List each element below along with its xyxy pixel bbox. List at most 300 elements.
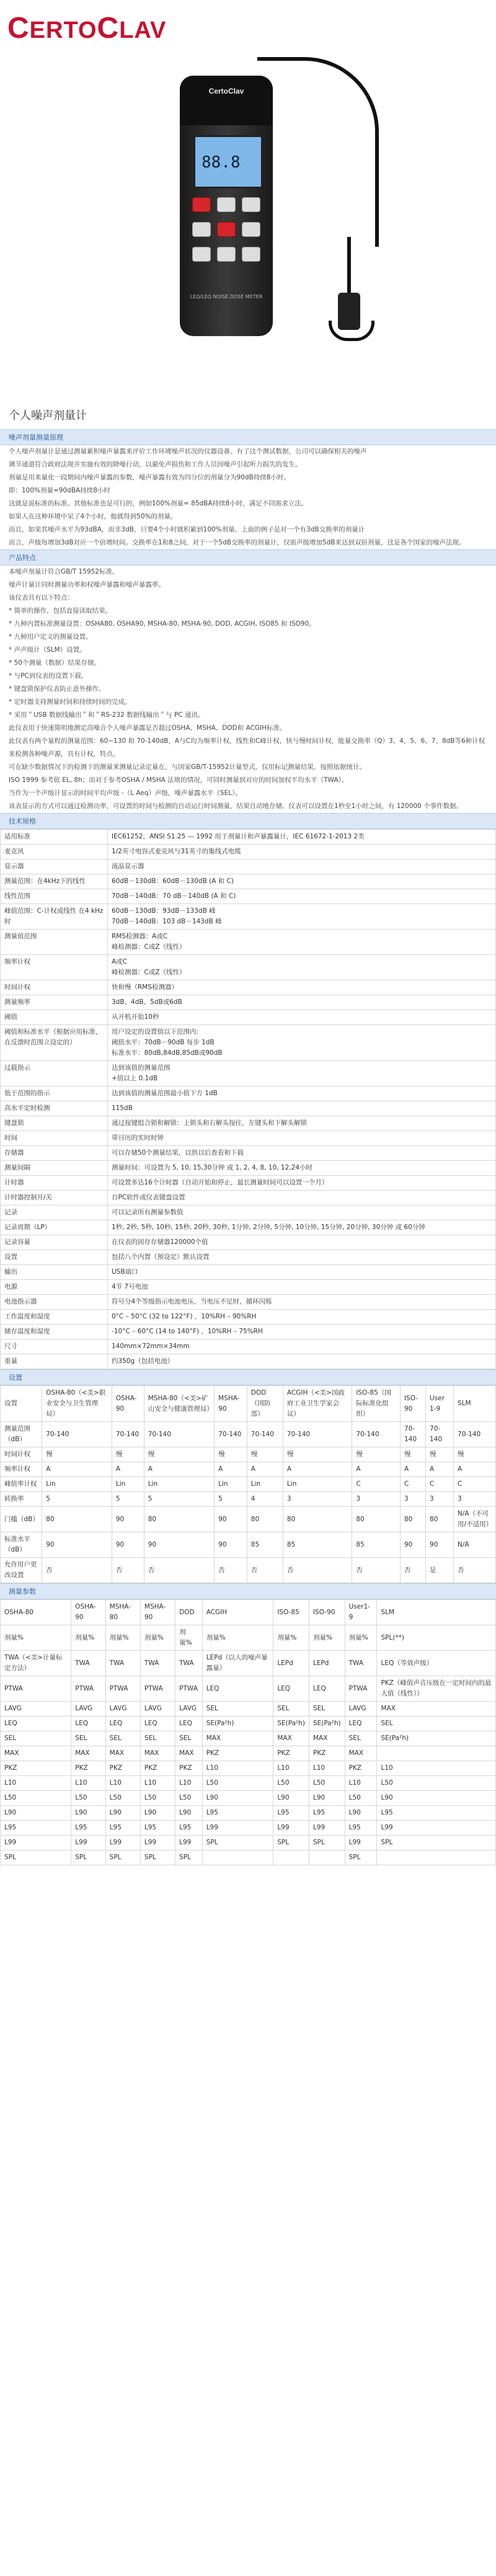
spec-value xyxy=(108,1116,496,1131)
table-row xyxy=(1,1836,496,1850)
spec-row xyxy=(1,1061,496,1086)
spec-value-line: 阈值水平：70dB－90dB 每步 1dB xyxy=(112,1039,215,1046)
table-row xyxy=(1,1651,496,1676)
spec-value xyxy=(108,1354,496,1369)
feature-line: 当作为一个声级计显示的时间平均声级 -（L Aeq）声级，噪声暴露水平（SEL）。 xyxy=(9,789,242,797)
spec-value xyxy=(108,830,496,845)
table-cell: 慢 xyxy=(247,1447,283,1462)
table-row xyxy=(1,1791,496,1806)
feature-line: * 声声级计（SLM）设置。 xyxy=(9,646,86,654)
table-cell: 85 xyxy=(283,1532,352,1558)
table-header-cell: SLM xyxy=(454,1386,496,1422)
table-row xyxy=(1,1702,496,1717)
table-row xyxy=(1,1676,496,1702)
table-cell: 慢 xyxy=(352,1447,401,1462)
spec-value xyxy=(108,1265,496,1280)
table-cell: L90 xyxy=(71,1806,105,1821)
table-cell: MAX xyxy=(202,1731,273,1746)
spec-key: 设置 xyxy=(1,1250,108,1265)
table-header-cell: MSHA-90 xyxy=(140,1600,175,1625)
spec-value xyxy=(108,1131,496,1146)
table-cell: 慢 xyxy=(283,1447,352,1462)
spec-value-line: 液晶显示器 xyxy=(112,863,144,870)
table-cell: MAX xyxy=(1,1746,71,1761)
spec-value-line: 标准水平：80dB,84dB,85dB或90dB xyxy=(112,1049,223,1057)
table-cell: 剂量% xyxy=(140,1625,175,1651)
table-cell: 70-140 xyxy=(144,1422,214,1447)
lcd-readout: 88.8 xyxy=(202,153,241,172)
table-cell: 慢 xyxy=(144,1447,214,1462)
table-header-cell: 设置 xyxy=(1,1386,42,1422)
logo-text: ERTO xyxy=(29,17,97,43)
table-cell: 5 xyxy=(112,1492,144,1507)
table-cell: C xyxy=(426,1477,454,1492)
table-row xyxy=(1,1422,496,1447)
spec-key: 计时器 xyxy=(1,1176,108,1191)
table-cell: 否 xyxy=(400,1558,425,1583)
table-cell: LEQ（等效声级） xyxy=(377,1651,496,1676)
table-cell: L90 xyxy=(273,1791,309,1806)
table-cell: LAVG xyxy=(1,1702,71,1717)
table-cell: C xyxy=(454,1477,496,1492)
table-cell: L50 xyxy=(345,1791,377,1806)
table-cell: L99 xyxy=(175,1836,203,1850)
spec-key: 储存温度和湿度 xyxy=(1,1325,108,1339)
table-cell: LEPd xyxy=(309,1651,345,1676)
spec-value-line: 4节 7号电池 xyxy=(112,1283,148,1290)
table-cell: L10 xyxy=(1,1776,71,1791)
spec-value-line: 通过按键组合锁和解锁：上锁头和右解头按住，左键头和下解头解锁 xyxy=(112,1119,307,1127)
table-cell: PKZ xyxy=(1,1761,71,1776)
table-cell: LEQ xyxy=(345,1717,377,1731)
feature-line: 该表显示的方式可以通过检测功率，可设置的时间与检测的自动运行时间测量，结果自动地存储。仪表可以设置在1秒至1小时之间，有 120000 个事件数据。 xyxy=(9,802,463,810)
principle-line: 个人噪声剂量计是通过测量累积噪声暴露来评价工作环境噪声状况的仪器设备。有了这个测试数据，公司可以确保相关的噪声 xyxy=(9,448,367,455)
section-heading-features: 产品特点 xyxy=(0,549,496,566)
table-cell xyxy=(309,1850,345,1865)
spec-value-line: 符号分4个等级指示电池电压，当电压不足时，循环闪烁 xyxy=(112,1298,272,1305)
table-cell: SE(Pa²h) xyxy=(377,1731,496,1746)
spec-key: 高水平定时检测 xyxy=(1,1101,108,1116)
table-cell: 否 xyxy=(112,1558,144,1583)
table-cell: LEQ xyxy=(71,1717,105,1731)
spec-key: 低于范围的指示 xyxy=(1,1086,108,1101)
logo-letter: C xyxy=(97,12,120,45)
table-cell: PKZ xyxy=(309,1746,345,1761)
spec-value-line: RMS检测器：A或C xyxy=(112,933,168,940)
table-cell: LAVG xyxy=(140,1702,175,1717)
table-cell: 3 xyxy=(426,1492,454,1507)
table-row xyxy=(1,1731,496,1746)
table-cell: Lin xyxy=(247,1477,283,1492)
spec-row xyxy=(1,1206,496,1220)
table-cell: SEL xyxy=(377,1717,496,1731)
table-row xyxy=(1,1477,496,1492)
table-row xyxy=(1,1850,496,1865)
spec-key: 峰值范围：C-计权或线性 在4 kHz时 xyxy=(1,904,108,930)
table-cell: C xyxy=(400,1477,425,1492)
table-cell: L95 xyxy=(345,1821,377,1836)
table-cell: L50 xyxy=(309,1776,345,1791)
table-row xyxy=(1,1717,496,1731)
table-cell: LEPd（以人的噪声暴露量） xyxy=(202,1651,273,1676)
table-cell: 90 xyxy=(215,1532,247,1558)
spec-value-line: 达到该值的测量范围最小值下方 1dB xyxy=(112,1090,218,1097)
table-cell: C xyxy=(352,1477,401,1492)
table-cell: LAVG xyxy=(345,1702,377,1717)
spec-row xyxy=(1,1354,496,1369)
spec-row xyxy=(1,830,496,845)
table-header-cell: ISO-85 xyxy=(273,1600,309,1625)
brand-logo xyxy=(0,0,496,45)
table-cell: N/A（不可用/不适用） xyxy=(454,1507,496,1532)
spec-value xyxy=(108,1101,496,1116)
table-cell: L99 xyxy=(140,1836,175,1850)
principle-line: 剂量是用来量化一段期间内噪声暴露的参数，噪声暴露有效为四分位的剂量分为90dB持续8小时。 xyxy=(9,474,290,481)
spec-value xyxy=(108,1235,496,1250)
table-cell: PKZ xyxy=(202,1746,273,1761)
spec-value-line: 1/2英寸电容式麦克风与31英寸的集线式电缆 xyxy=(112,848,241,855)
spec-value-line: 60dB－130dB：93dB－133dB 峰 xyxy=(112,907,216,915)
spec-value-line: 1秒, 2秒, 5秒, 10秒, 15秒, 20秒, 30秒, 1分钟, 2分钟, 5分钟, 10分钟, 15分钟, 20分钟, 30分钟 或 60分钟 xyxy=(112,1224,425,1231)
principle-line: 这就是说标准的标准。其他标准也是可行的，例如100%剂量= 85dBA持续8小时，满足不同需求立法。 xyxy=(9,500,308,507)
table-cell: SPL xyxy=(175,1850,203,1865)
key xyxy=(217,197,236,212)
table-cell: L50 xyxy=(175,1791,203,1806)
table-header-cell: ISO-85（国际标准化组织） xyxy=(352,1386,401,1422)
table-cell: A xyxy=(283,1462,352,1477)
table-cell: L90 xyxy=(377,1791,496,1806)
table-cell: SPL(**) xyxy=(377,1625,496,1651)
table-cell: LAVG xyxy=(175,1702,203,1717)
spec-value-line: 115dB xyxy=(112,1104,133,1112)
spec-value-line: USB端口 xyxy=(112,1268,138,1276)
spec-value xyxy=(108,1206,496,1220)
spec-value-line: 可以存储50个测量结果，以供以后查看和下载 xyxy=(112,1149,244,1157)
table-cell: Lin xyxy=(112,1477,144,1492)
spec-row xyxy=(1,1101,496,1116)
spec-row xyxy=(1,1176,496,1191)
table-cell: A xyxy=(400,1462,425,1477)
spec-row xyxy=(1,845,496,859)
table-cell: A xyxy=(215,1462,247,1477)
table-cell: 剂量% xyxy=(202,1625,273,1651)
table-cell: L50 xyxy=(202,1776,273,1791)
spec-value-line: 包括八个内置（预设定）默认设置 xyxy=(112,1253,210,1261)
table-cell: SEL xyxy=(175,1731,203,1746)
table-cell: L95 xyxy=(202,1806,273,1821)
spec-row xyxy=(1,1310,496,1325)
power-key xyxy=(192,197,211,212)
spec-key: 尺寸 xyxy=(1,1339,108,1354)
table-cell: PKZ（峰值声音压级在一定时间内的最大值（线性）） xyxy=(377,1676,496,1702)
table-row xyxy=(1,1806,496,1821)
key xyxy=(192,247,211,262)
table-cell: L10 xyxy=(345,1776,377,1791)
feature-line: * 采用＂USB 数据线输出＂和＂RS-232 数据线输出＂与 PC 通讯。 xyxy=(9,711,205,719)
table-cell: 否 xyxy=(352,1558,401,1583)
table-cell: Lin xyxy=(283,1477,352,1492)
table-cell: LEQ xyxy=(1,1717,71,1731)
cable xyxy=(257,57,379,247)
table-cell: 85 xyxy=(247,1532,283,1558)
table-cell: 否 xyxy=(42,1558,112,1583)
spec-value-line: 从开机开始10秒 xyxy=(112,1013,159,1021)
spec-value xyxy=(108,1086,496,1101)
table-header-cell: ACGIH（<美>国政府工业卫生学家会议） xyxy=(283,1386,352,1422)
table-cell: 慢 xyxy=(426,1447,454,1462)
table-cell: SEL xyxy=(105,1731,140,1746)
spec-row xyxy=(1,1116,496,1131)
logo-letter: C xyxy=(7,12,30,45)
spec-key: 输出 xyxy=(1,1265,108,1280)
table-cell: 剂量% xyxy=(71,1625,105,1651)
table-cell: TWA xyxy=(105,1651,140,1676)
spec-value xyxy=(108,930,496,955)
table-cell: 剂量% xyxy=(309,1625,345,1651)
spec-row xyxy=(1,1280,496,1295)
table-cell: L95 xyxy=(377,1806,496,1821)
table-cell: 3 xyxy=(400,1492,425,1507)
spec-value xyxy=(108,1220,496,1235)
table-cell: SPL xyxy=(140,1850,175,1865)
table-cell: SPL xyxy=(202,1836,273,1850)
table-cell: 剂量% xyxy=(345,1625,377,1651)
spec-row xyxy=(1,1191,496,1206)
spec-key: 键盘锁 xyxy=(1,1116,108,1131)
features-text xyxy=(0,566,496,813)
table-cell: 标准水平（dB） xyxy=(1,1532,42,1558)
table-cell: Lin xyxy=(42,1477,112,1492)
spec-key: 记录 xyxy=(1,1206,108,1220)
section-heading-specs: 技术规格 xyxy=(0,813,496,829)
table-header-cell: SLM xyxy=(377,1600,496,1625)
key xyxy=(242,247,260,262)
spec-row xyxy=(1,1295,496,1310)
spec-row xyxy=(1,889,496,904)
table-row xyxy=(1,1558,496,1583)
table-header-cell: OSHA-90 xyxy=(112,1386,144,1422)
table-cell: L50 xyxy=(273,1776,309,1791)
spec-row xyxy=(1,1325,496,1339)
table-cell: 否 xyxy=(144,1558,214,1583)
spec-value-line: 可设置多达16个计时器（自动开始和停止，最长测量时间可以设置一个月） xyxy=(112,1179,329,1186)
table-cell xyxy=(273,1850,309,1865)
table-header-cell: MSHA-80（<美>矿山安全与健康管理局） xyxy=(144,1386,214,1422)
table-cell: TWA xyxy=(345,1651,377,1676)
table-cell: L10 xyxy=(377,1761,496,1776)
table-cell: L95 xyxy=(175,1821,203,1836)
table-cell: L90 xyxy=(140,1806,175,1821)
table-cell: L95 xyxy=(71,1821,105,1836)
key xyxy=(242,222,260,237)
table-cell: PTWA xyxy=(140,1676,175,1702)
table-cell: 慢 xyxy=(112,1447,144,1462)
table-cell: L99 xyxy=(202,1821,273,1836)
spec-value xyxy=(108,995,496,1010)
table-cell: 85 xyxy=(352,1532,401,1558)
table-cell: 3 xyxy=(454,1492,496,1507)
spec-key: 电源 xyxy=(1,1280,108,1295)
table-cell: SEL xyxy=(345,1731,377,1746)
table-cell: 70-140 xyxy=(352,1422,401,1447)
spec-value xyxy=(108,1325,496,1339)
spec-key: 测量间隔 xyxy=(1,1161,108,1176)
table-cell: Lin xyxy=(215,1477,247,1492)
table-cell: 70-140 xyxy=(42,1422,112,1447)
table-cell: TWA xyxy=(175,1651,203,1676)
section-heading-params: 测量参数 xyxy=(0,1583,496,1599)
principle-line: 而且，如果其噪声水平为93dBA，而非3dB，只要4个小时就积累到100%剂量。上面的例子是对一个有3dB交换率的剂量计 xyxy=(9,526,365,533)
table-cell: 是 xyxy=(426,1558,454,1583)
table-cell: SEL xyxy=(71,1731,105,1746)
table-cell: 4 xyxy=(247,1492,283,1507)
table-row xyxy=(1,1776,496,1791)
spec-row xyxy=(1,1025,496,1061)
table-cell: 允许用户更改设置 xyxy=(1,1558,42,1583)
table-cell: MAX xyxy=(273,1731,309,1746)
table-cell: 90 xyxy=(426,1532,454,1558)
table-cell: SPL xyxy=(71,1850,105,1865)
table-cell: L90 xyxy=(309,1791,345,1806)
spec-value-line: A或C xyxy=(112,958,128,966)
table-cell: L10 xyxy=(202,1761,273,1776)
table-header-cell: DOD xyxy=(175,1600,203,1625)
table-cell: L90 xyxy=(1,1806,71,1821)
table-cell: SE(Pa²h) xyxy=(309,1717,345,1731)
spec-value-line: 70dB－140dB：70 dB－140dB (A 和 C) xyxy=(112,892,236,900)
table-cell: LEQ xyxy=(273,1676,309,1702)
spec-row xyxy=(1,1265,496,1280)
table-cell: L99 xyxy=(377,1821,496,1836)
table-cell: SEL xyxy=(140,1731,175,1746)
table-cell: 5 xyxy=(144,1492,214,1507)
spec-value xyxy=(108,1295,496,1310)
table-cell: A xyxy=(112,1462,144,1477)
spec-value xyxy=(108,859,496,874)
spec-value xyxy=(108,904,496,930)
table-row xyxy=(1,1507,496,1532)
spec-value-line: 在仪表的固存存储器120000个值 xyxy=(112,1238,208,1246)
spec-row xyxy=(1,955,496,980)
table-cell: PTWA xyxy=(71,1676,105,1702)
table-cell: 90 xyxy=(400,1532,425,1558)
spec-row xyxy=(1,1220,496,1235)
table-cell: 70-140 xyxy=(426,1422,454,1447)
table-cell: SPL xyxy=(273,1836,309,1850)
feature-line: 噪声计量计同时测量功率和权噪声暴露和噪声暴露率。 xyxy=(9,581,165,588)
table-cell: A xyxy=(426,1462,454,1477)
spec-value-line: 可以记录所有测量参数值 xyxy=(112,1209,184,1216)
spec-key: 显示器 xyxy=(1,859,108,874)
table-cell: L95 xyxy=(273,1806,309,1821)
table-cell: L95 xyxy=(105,1821,140,1836)
table-cell xyxy=(202,1850,273,1865)
feature-line: * 与PC到仪表的设置下载。 xyxy=(9,672,88,680)
spec-row xyxy=(1,980,496,995)
spec-value xyxy=(108,1061,496,1086)
table-cell: N/A xyxy=(454,1532,496,1558)
noise-dosimeter-device xyxy=(180,76,273,336)
table-cell: 80 xyxy=(42,1507,112,1532)
table-cell: L10 xyxy=(309,1761,345,1776)
spec-key: 阈值 xyxy=(1,1010,108,1025)
spec-value-line: -10°C – 60°C (14 to 140°F) ，10%RH – 75%RH xyxy=(112,1328,263,1335)
table-cell: L99 xyxy=(273,1821,309,1836)
table-cell: 3 xyxy=(283,1492,352,1507)
table-cell: LEQ xyxy=(175,1717,203,1731)
spec-key: 麦克风 xyxy=(1,845,108,859)
feature-line: * 50个测量（数据）结果存储。 xyxy=(9,659,100,667)
table-row xyxy=(1,1462,496,1477)
spec-value xyxy=(108,1010,496,1025)
spec-key: 时间 xyxy=(1,1131,108,1146)
table-cell: MAX xyxy=(140,1746,175,1761)
spec-key: 工作温度和湿度 xyxy=(1,1310,108,1325)
table-cell: SEL xyxy=(273,1702,309,1717)
spec-value-line: +值以上 0.1dB xyxy=(112,1075,158,1082)
spec-key: 适用标准 xyxy=(1,830,108,845)
table-cell: 频率计权 xyxy=(1,1462,42,1477)
table-cell: A xyxy=(42,1462,112,1477)
table-cell: 90 xyxy=(112,1507,144,1532)
table-row xyxy=(1,1492,496,1507)
device-label: LEQ/LEQ NOISE DOSE METER xyxy=(190,294,263,300)
table-cell: 80 xyxy=(283,1507,352,1532)
principle-line: 如果人在这种环境中呆了4个小时，他就得到50%的剂量。 xyxy=(9,513,177,520)
table-cell: 否 xyxy=(454,1558,496,1583)
table-cell: L95 xyxy=(1,1821,71,1836)
table-cell: L50 xyxy=(105,1791,140,1806)
spec-value-line: 60dB－130dB：60dB－130dB (A 和 C) xyxy=(112,877,234,885)
table-cell: SPL xyxy=(105,1850,140,1865)
table-cell: PKZ xyxy=(345,1761,377,1776)
table-cell: L99 xyxy=(309,1821,345,1836)
table-cell: 转换率 xyxy=(1,1492,42,1507)
table-cell: SPL xyxy=(345,1850,377,1865)
table-cell: Lin xyxy=(144,1477,214,1492)
key xyxy=(217,247,236,262)
lcd-screen xyxy=(193,135,263,189)
feature-line: * 九种用户定义的测量设置。 xyxy=(9,633,92,641)
table-header-cell: User 1-9 xyxy=(426,1386,454,1422)
spec-row xyxy=(1,1161,496,1176)
table-cell: LAVG xyxy=(71,1702,105,1717)
spec-value-line: IEC61252，ANSI S1.25 — 1992 用于剂量计和声暴露量计，IEC 61672-1-2013 2类 xyxy=(112,833,365,840)
table-header-cell: OSHA-90 xyxy=(71,1600,105,1625)
spec-value xyxy=(108,1191,496,1206)
table-cell: L99 xyxy=(1,1836,71,1850)
principle-text xyxy=(0,445,496,549)
table-cell: SPL xyxy=(1,1850,71,1865)
feature-line: ISO 1999 参考值 EL, 8h；而对于参考OSHA / MSHA 法规的情况，可同时测量到对应的时间加权平均水平（TWA）。 xyxy=(9,776,348,784)
table-cell: 70-140 xyxy=(283,1422,352,1447)
table-row xyxy=(1,1532,496,1558)
section-heading-principle: 噪声剂量测量原理 xyxy=(0,429,496,445)
table-cell: L99 xyxy=(71,1836,105,1850)
key xyxy=(217,222,236,237)
table-cell: LEQ xyxy=(105,1717,140,1731)
spec-key: 频率计权 xyxy=(1,955,108,980)
page-title: 个人噪声剂量计 xyxy=(9,409,87,422)
spec-row xyxy=(1,1235,496,1250)
table-cell: L10 xyxy=(273,1761,309,1776)
spec-value xyxy=(108,1310,496,1325)
table-cell: 70-140 xyxy=(247,1422,283,1447)
table-cell: 80 xyxy=(247,1507,283,1532)
spec-key: 测量值范围 xyxy=(1,930,108,955)
table-cell: MAX xyxy=(345,1746,377,1761)
table-cell: PKZ xyxy=(105,1761,140,1776)
